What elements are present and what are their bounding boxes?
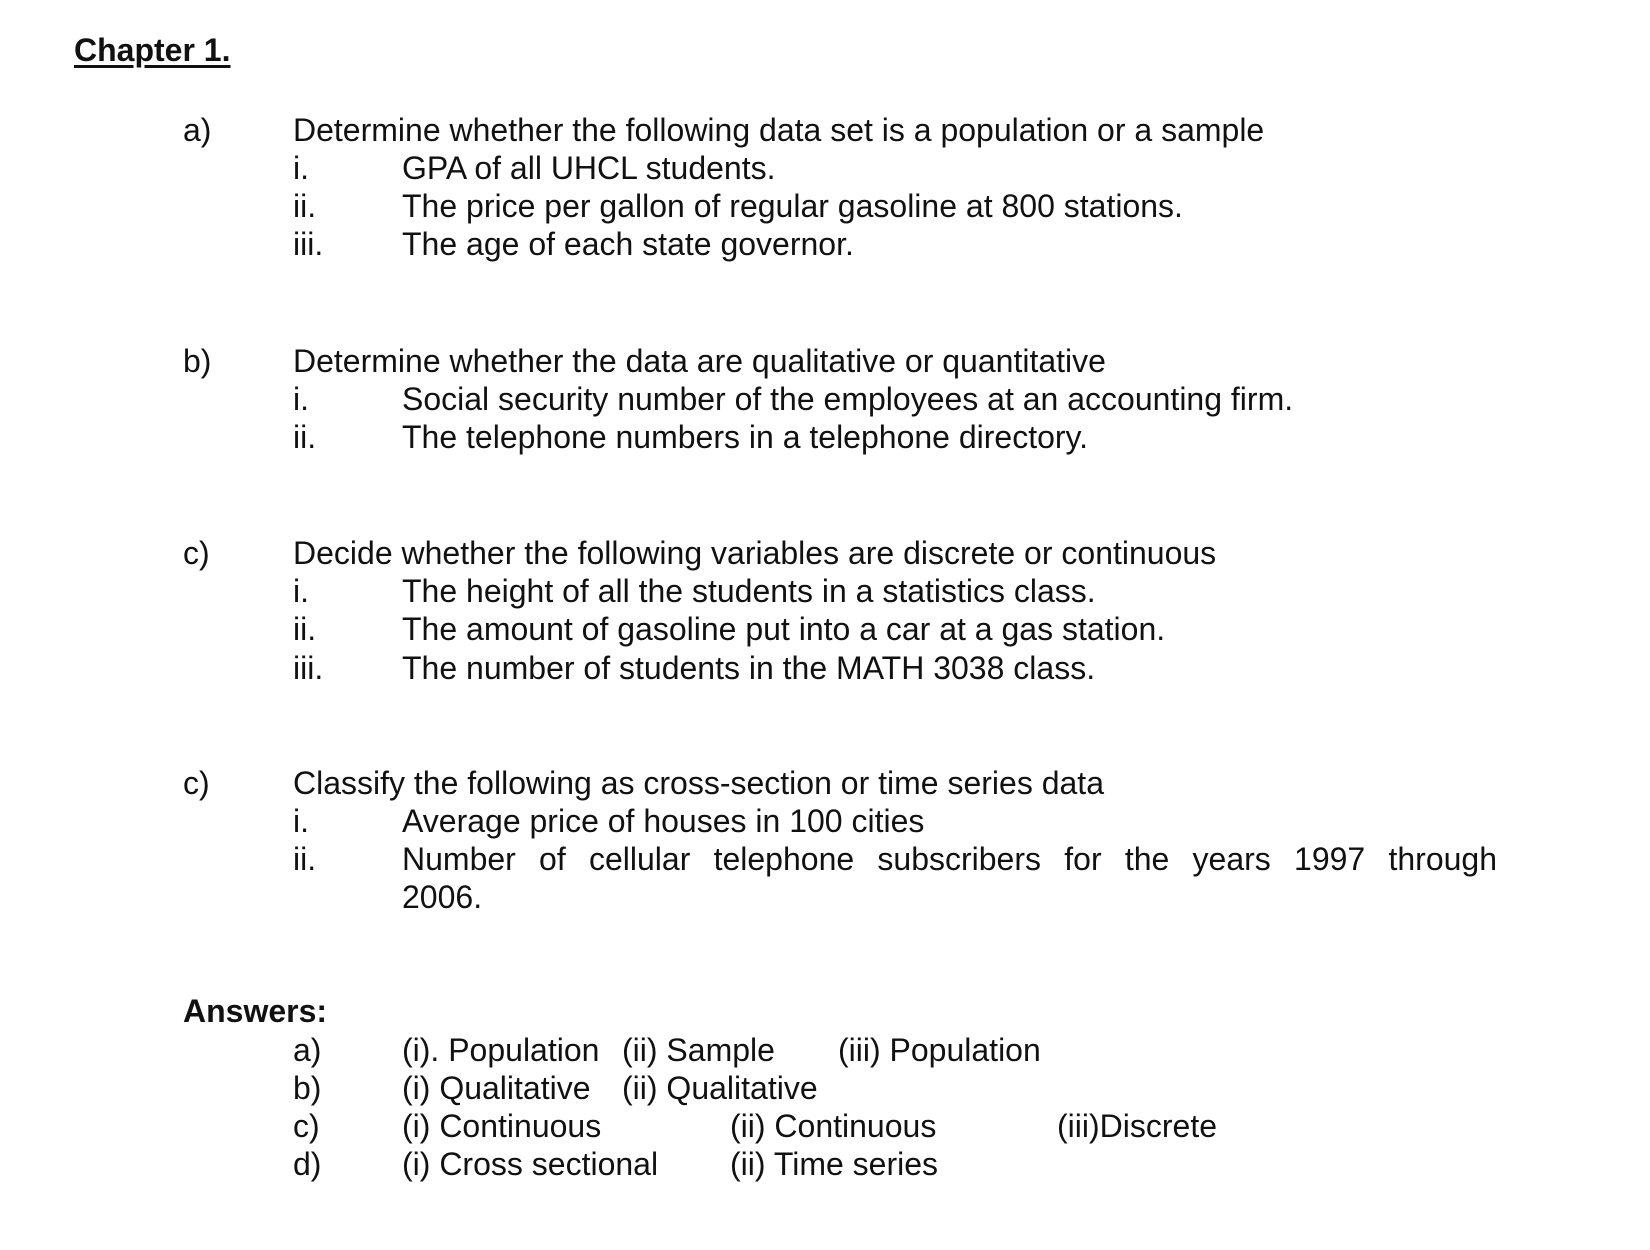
item-label: ii. [293, 611, 317, 647]
answer-label: b) [293, 1070, 322, 1106]
section-label: b) [183, 343, 212, 379]
answer-label: d) [293, 1146, 322, 1182]
answer-part: (ii) Continuous [730, 1108, 937, 1144]
item-text-continuation: 2006. [402, 879, 483, 915]
section-heading: Determine whether the data are qualitative or quantitative [293, 343, 1106, 379]
section-heading: Decide whether the following variables are discrete or continuous [293, 535, 1217, 571]
item-text: Average price of houses in 100 cities [402, 803, 925, 839]
section-label: a) [183, 112, 212, 148]
item-text: The price per gallon of regular gasoline at 800 stations. [402, 188, 1183, 224]
item-text: The telephone numbers in a telephone directory. [402, 419, 1089, 455]
answer-row-a [0, 1031, 1650, 1069]
section-heading: Determine whether the following data set is a population or a sample [293, 112, 1265, 148]
section-label: c) [183, 765, 210, 801]
section-label: c) [183, 535, 210, 571]
item-label: i. [293, 573, 309, 609]
item-label: ii. [293, 841, 317, 877]
answer-part: (i) Cross sectional [402, 1146, 659, 1182]
answer-part: (iii)Discrete [1057, 1108, 1217, 1144]
item-text: Number of cellular telephone subscribers for the years 1997 through [402, 841, 1497, 877]
answer-part: (i) Continuous [402, 1108, 602, 1144]
item-text: GPA of all UHCL students. [402, 150, 776, 186]
section-heading: Classify the following as cross-section or time series data [293, 765, 1104, 801]
answer-part: (iii) Population [838, 1032, 1041, 1068]
item-label: i. [293, 803, 309, 839]
item-text: Social security number of the employees at an accounting firm. [402, 381, 1294, 417]
answer-part: (ii) Sample [622, 1032, 775, 1068]
answer-part: (i). Population [402, 1032, 600, 1068]
answer-row-d [0, 1145, 1650, 1183]
item-label: ii. [293, 419, 317, 455]
item-text: The number of students in the MATH 3038 class. [402, 650, 1096, 686]
answer-part: (ii) Time series [730, 1146, 939, 1182]
item-text: The age of each state governor. [402, 226, 854, 262]
item-text: The amount of gasoline put into a car at a gas station. [402, 611, 1166, 647]
item-label: iii. [293, 226, 324, 262]
item-label: iii. [293, 650, 324, 686]
answer-row-b [0, 1069, 1650, 1107]
answers-title: Answers: [183, 993, 328, 1029]
answer-part: (ii) Qualitative [622, 1070, 818, 1106]
item-text: The height of all the students in a statistics class. [402, 573, 1096, 609]
chapter-title: Chapter 1. [74, 32, 231, 68]
answer-label: a) [293, 1032, 322, 1068]
item-label: ii. [293, 188, 317, 224]
item-label: i. [293, 381, 309, 417]
answer-label: c) [293, 1108, 320, 1144]
item-label: i. [293, 150, 309, 186]
answer-part: (i) Qualitative [402, 1070, 591, 1106]
answer-row-c [0, 1107, 1650, 1145]
